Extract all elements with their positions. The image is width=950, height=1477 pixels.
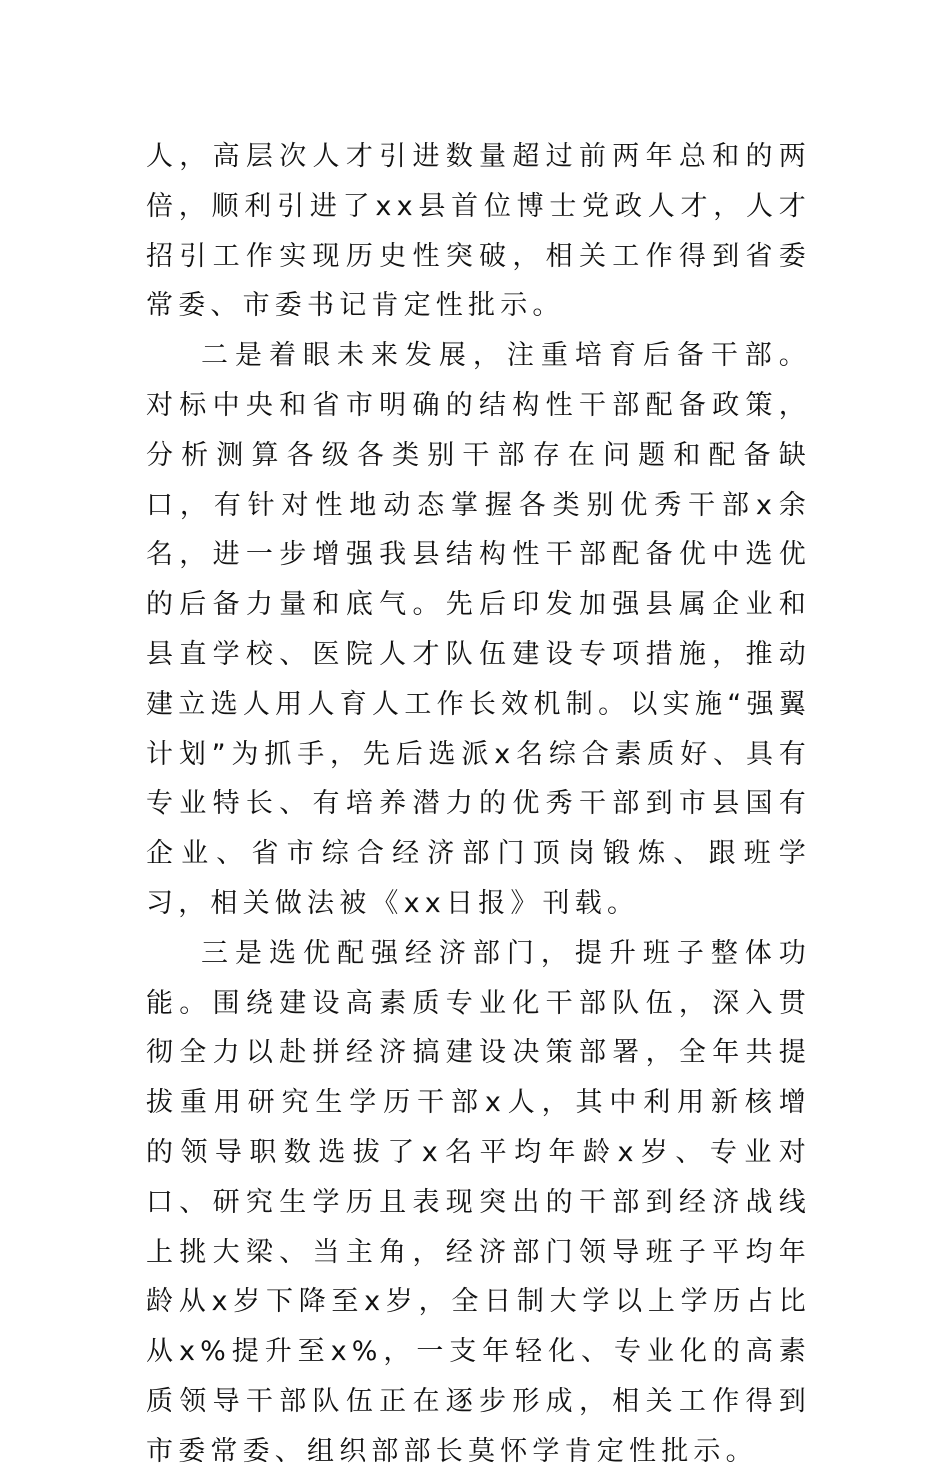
document-body	[146, 132, 811, 1477]
paragraph-talent-recruitment-continuation: 人，高层次人才引进数量超过前两年总和的两倍，顺利引进了xx县首位博士党政人才，人才招引工作实现历史性突破，相关工作得到省委常委、市委书记肯定性批示。	[146, 141, 811, 322]
paragraph-reserve-cadres: 二是着眼未来发展，注重培育后备干部。对标中央和省市明确的结构性干部配备政策，分析测算各级各类别干部存在问题和配备缺口，有针对性地动态掌握各类别优秀干部x余名，进一步增强我县结构性干部配备优中选优的后备力量和底气。先后印发加强县属企业和县直学校、医院人才队伍建设专项措施，推动建立选人用人育人工作长效机制。以实施“强翼计划”为抓手，先后选派x名综合素质好、具有专业特长、有培养潜力的优秀干部到市县国有企业、省市综合经济部门顶岗锻炼、跟班学习，相关做法被《xx日报》刊载。	[146, 340, 811, 919]
paragraph-economic-departments: 三是选优配强经济部门，提升班子整体功能。围绕建设高素质专业化干部队伍，深入贯彻全力以赴拼经济搞建设决策部署，全年共提拔重用研究生学历干部x人，其中利用新核增的领导职数选拔了x名平均年龄x岁、专业对口、研究生学历且表现突出的干部到经济战线上挑大梁、当主角，经济部门领导班子平均年龄从x岁下降至x岁，全日制大学以上学历占比从x%提升至x%，一支年轻化、专业化的高素质领导干部队伍正在逐步形成，相关工作得到市委常委、组织部部长莫怀学肯定性批示。	[146, 937, 811, 1467]
